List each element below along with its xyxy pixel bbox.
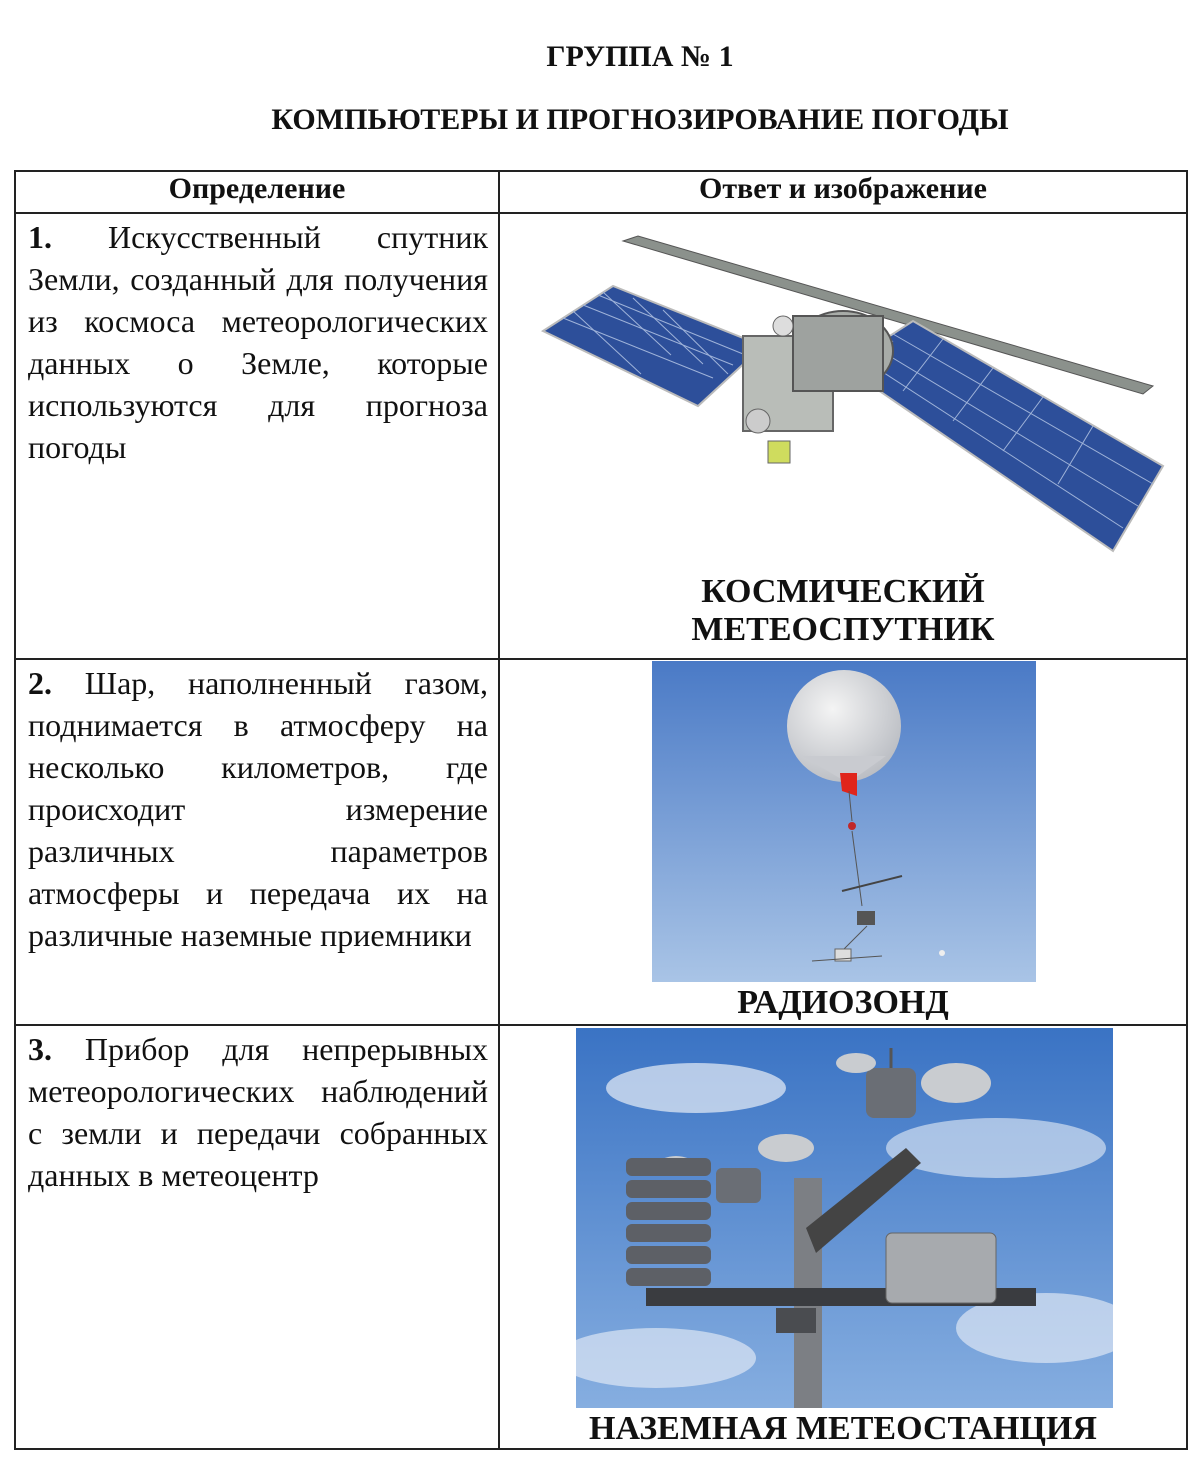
group-heading: ГРУППА № 1	[546, 40, 734, 73]
radiosonde-image	[652, 661, 1036, 982]
definitions-table	[14, 170, 1188, 1450]
answer-label: РАДИОЗОНД	[737, 984, 949, 1021]
definition-cell	[15, 1025, 499, 1449]
answer-cell	[499, 213, 1187, 659]
definition-text: Искусственный спутник Земли, созданный для получения из космоса метеорологических данных о Земле, которые используются для прогноза погоды	[28, 219, 488, 465]
definition-cell	[15, 659, 499, 1025]
answer-label-line-1: КОСМИЧЕСКИЙ	[701, 573, 985, 610]
row-number: 3.	[28, 1031, 52, 1067]
column-header-answer: Ответ и изображение	[499, 171, 1187, 213]
definition-cell	[15, 213, 499, 659]
table-row	[15, 213, 1187, 659]
definition-text: Прибор для непрерывных метеорологических наблюдений с земли и передачи собранных данных в метеоцентр	[28, 1031, 488, 1193]
answer-cell	[499, 1025, 1187, 1449]
row-number: 1.	[28, 219, 52, 255]
row-number: 2.	[28, 665, 52, 701]
page-title: КОМПЬЮТЕРЫ И ПРОГНОЗИРОВАНИЕ ПОГОДЫ	[271, 103, 1009, 136]
table-header-row	[15, 171, 1187, 213]
answer-cell	[499, 659, 1187, 1025]
satellite-image	[513, 216, 1173, 571]
answer-label-line-2: МЕТЕОСПУТНИК	[691, 611, 995, 648]
weather-station-image	[576, 1028, 1113, 1408]
definition-text: Шар, наполненный газом, поднимается в атмосферу на несколько километров, где происходит измерение различных параметров атмосферы и передача их на различные наземные приемники	[28, 665, 489, 953]
table-row	[15, 1025, 1187, 1449]
table-row	[15, 659, 1187, 1025]
answer-label: НАЗЕМНАЯ МЕТЕОСТАНЦИЯ	[589, 1410, 1097, 1447]
column-header-definition: Определение	[15, 171, 499, 213]
answer-label	[500, 573, 1186, 649]
